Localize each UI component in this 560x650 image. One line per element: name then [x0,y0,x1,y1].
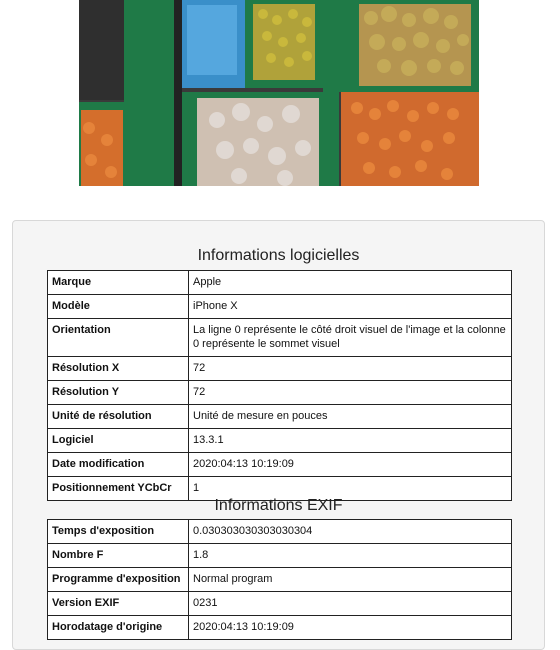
software-info-table [47,270,512,501]
table-row [48,405,512,429]
row-label: Modèle [48,295,189,319]
row-label: Version EXIF [48,592,189,616]
row-label: Positionnement YCbCr [48,477,189,501]
row-label: Horodatage d'origine [48,616,189,640]
row-value: Unité de mesure en pouces [189,405,512,429]
row-value: 2020:04:13 10:19:09 [189,616,512,640]
software-info-title: Informations logicielles [197,247,360,264]
table-row [48,568,512,592]
row-value: 72 [189,357,512,381]
table-row [48,520,512,544]
table-row [48,271,512,295]
row-value: 1.8 [189,544,512,568]
table-row [48,429,512,453]
row-label: Résolution Y [48,381,189,405]
row-value: 0.030303030303030304 [189,520,512,544]
row-value: iPhone X [189,295,512,319]
row-value: Apple [189,271,512,295]
table-row [48,319,512,357]
row-value: 0231 [189,592,512,616]
row-label: Marque [48,271,189,295]
photo-preview [79,0,479,186]
row-value: Normal program [189,568,512,592]
table-row [48,592,512,616]
table-row [48,295,512,319]
table-row [48,381,512,405]
metadata-panel [12,220,545,650]
row-label: Logiciel [48,429,189,453]
row-value: 72 [189,381,512,405]
row-label: Temps d'exposition [48,520,189,544]
table-row [48,616,512,640]
row-label: Unité de résolution [48,405,189,429]
row-label: Orientation [48,319,189,357]
row-value: 2020:04:13 10:19:09 [189,453,512,477]
table-row [48,544,512,568]
exif-info-title: Informations EXIF [214,497,343,514]
row-value: La ligne 0 représente le côté droit visuel de l'image et la colonne 0 représente le sommet visuel [189,319,512,357]
row-value: 1 [189,477,512,501]
exif-info-table [47,519,512,640]
row-label: Date modification [48,453,189,477]
table-row [48,453,512,477]
row-value: 13.3.1 [189,429,512,453]
table-row [48,357,512,381]
row-label: Nombre F [48,544,189,568]
row-label: Résolution X [48,357,189,381]
row-label: Programme d'exposition [48,568,189,592]
